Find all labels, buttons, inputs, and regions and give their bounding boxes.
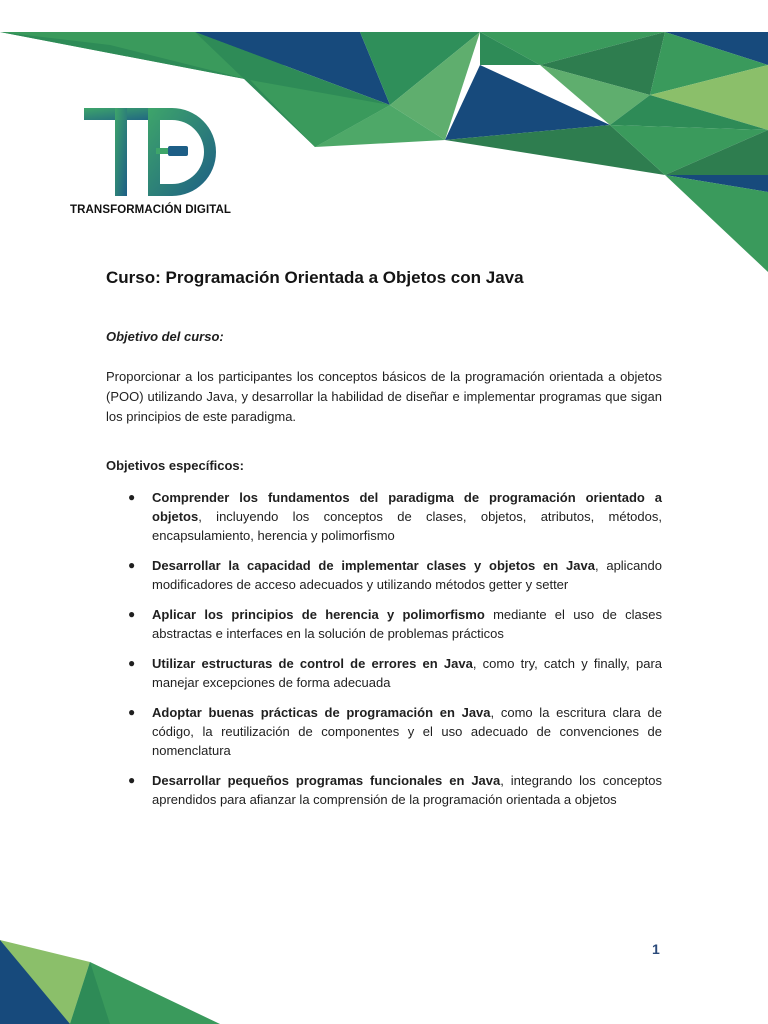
- objective-bold: Aplicar los principios de herencia y polimorfismo: [152, 607, 485, 622]
- objective-bold: Desarrollar la capacidad de implementar clases y objetos en Java: [152, 558, 595, 573]
- bullet-icon: ●: [128, 705, 136, 719]
- objective-rest: , integrando los conceptos aprendidos para afianzar la comprensión de la programación orientada a objetos: [152, 773, 662, 807]
- bullet-icon: ●: [128, 773, 136, 787]
- list-item: [106, 703, 662, 760]
- bullet-icon: ●: [128, 558, 136, 572]
- objective-bold: Adoptar buenas prácticas de programación en Java: [152, 705, 491, 720]
- list-item: [106, 654, 662, 692]
- list-item: [106, 771, 662, 809]
- objective-rest: , aplicando modificadores de acceso adecuados y utilizando métodos getter y setter: [152, 558, 662, 592]
- objective-bold: Utilizar estructuras de control de errores en Java: [152, 656, 473, 671]
- objective-rest: , como try, catch y finally, para manejar excepciones de forma adecuada: [152, 656, 662, 690]
- bullet-icon: ●: [128, 656, 136, 670]
- list-item: [106, 488, 662, 545]
- objective-bold: Comprender los fundamentos del paradigma de programación orientado a objetos: [152, 490, 662, 524]
- list-item: [106, 556, 662, 594]
- page-number: 1: [652, 941, 660, 957]
- logo-text: TRANSFORMACIÓN DIGITAL: [70, 204, 232, 216]
- page-title: Curso: Programación Orientada a Objetos con Java: [106, 268, 524, 287]
- objective-text: Proporcionar a los participantes los conceptos básicos de la programación orientada a objetos (POO) utilizando Java, y desarrollar la habilidad de diseñar e implementar programas que sigan los principios de este paradigma.: [106, 369, 662, 424]
- list-item: [106, 605, 662, 643]
- objective-rest: mediante el uso de clases abstractas e interfaces en la solución de problemas prácticos: [152, 607, 662, 641]
- bullet-icon: ●: [128, 607, 136, 621]
- objective-rest: , incluyendo los conceptos de clases, objetos, atributos, métodos, encapsulamiento, herencia y polimorfismo: [152, 509, 662, 543]
- objective-rest: , como la escritura clara de código, la reutilización de componentes y el uso adecuado de convenciones de nomenclatura: [152, 705, 662, 758]
- specific-objectives-heading: Objetivos específicos:: [106, 458, 244, 473]
- objective-bold: Desarrollar pequeños programas funcionales en Java: [152, 773, 501, 788]
- specific-objectives-list: [106, 488, 662, 820]
- td-logo: [70, 104, 240, 219]
- objective-heading: Objetivo del curso:: [106, 329, 224, 344]
- bullet-icon: ●: [128, 490, 136, 504]
